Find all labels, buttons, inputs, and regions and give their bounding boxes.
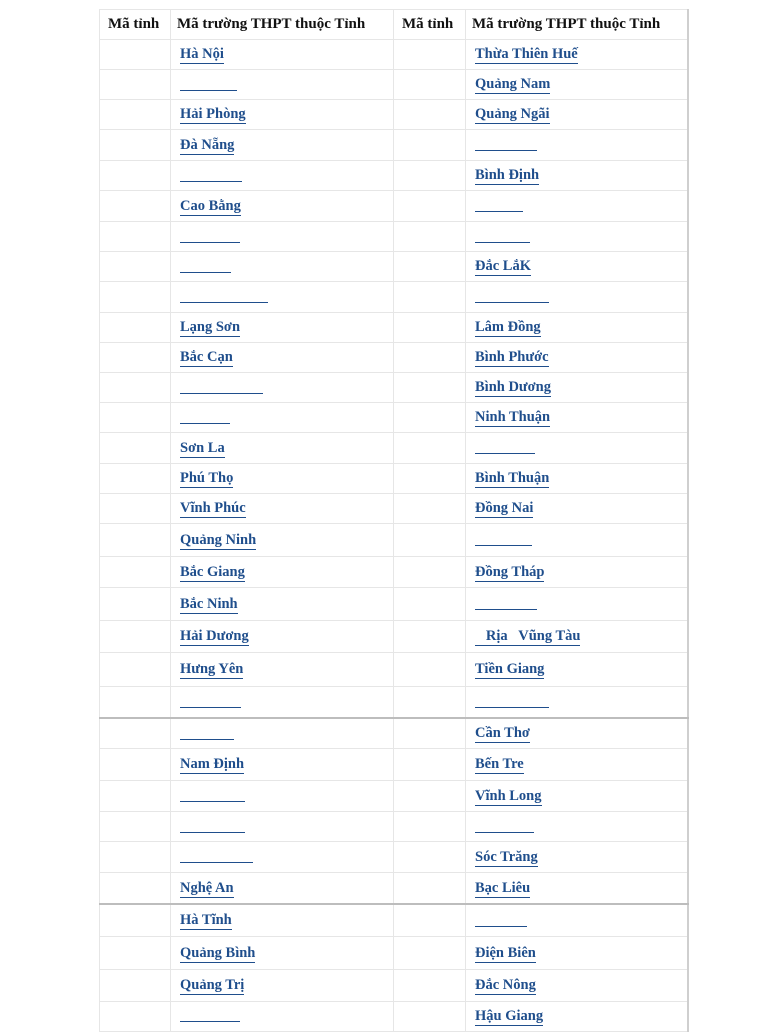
table-row [100,904,688,937]
province-code-left [100,343,171,373]
province-code-right [394,70,466,100]
table-row [100,653,688,687]
school-code-cell [466,842,688,873]
school-code-cell [171,252,394,282]
table-row [100,343,688,373]
province-link[interactable]: Quảng Ninh [180,531,257,548]
province-code-right [394,373,466,403]
province-code-right [394,282,466,313]
table-row [100,1002,688,1032]
province-link[interactable] [180,74,237,91]
school-code-cell [171,191,394,222]
province-code-left [100,464,171,494]
province-link[interactable] [180,377,263,394]
province-code-left [100,433,171,464]
province-code-right [394,904,466,937]
province-code-right [394,970,466,1002]
table-row [100,588,688,621]
province-code-right [394,524,466,557]
province-code-left [100,373,171,403]
province-link[interactable]: Bạc Liêu [475,879,531,896]
school-code-cell [466,313,688,343]
school-code-cell [466,588,688,621]
school-code-cell [466,252,688,282]
school-code-cell [171,130,394,161]
header-row [100,10,688,40]
province-code-right [394,464,466,494]
school-code-cell [466,1002,688,1032]
school-code-cell [466,222,688,252]
school-code-cell [171,749,394,781]
province-link[interactable]: Hải Phòng [180,106,246,122]
province-link[interactable] [180,816,245,833]
province-link[interactable]: Nghệ An [180,879,234,896]
province-link[interactable]: Lâm Đồng [475,319,541,335]
province-link[interactable]: Điện Biên [475,944,536,961]
school-code-cell [466,494,688,524]
province-link[interactable]: Sóc Trăng [475,848,538,865]
table-row [100,191,688,222]
province-code-right [394,433,466,464]
table-row [100,373,688,403]
province-link[interactable]: Hưng Yên [180,661,244,677]
province-link[interactable] [180,407,230,424]
header-name-left: Mã trường THPT thuộc Tỉnh [171,10,394,40]
province-link[interactable]: Cao Bằng [180,197,241,214]
province-link[interactable] [180,691,241,708]
province-code-left [100,937,171,970]
school-code-cell [171,313,394,343]
table-row [100,433,688,464]
province-code-right [394,40,466,70]
table-row [100,842,688,873]
province-link[interactable] [180,846,253,863]
school-code-cell [171,524,394,557]
province-link[interactable]: Bình Phước [475,349,549,365]
province-code-left [100,40,171,70]
province-link[interactable] [180,723,234,740]
province-code-right [394,222,466,252]
province-code-left [100,494,171,524]
province-code-left [100,161,171,191]
province-link[interactable]: Ninh Thuận [475,409,551,425]
province-code-right [394,130,466,161]
province-code-right [394,842,466,873]
school-code-cell [171,687,394,719]
province-link[interactable]: Bến Tre [475,756,524,772]
province-code-right [394,557,466,588]
school-code-cell [171,718,394,749]
school-code-cell [171,873,394,905]
school-code-cell [171,464,394,494]
school-code-cell [466,191,688,222]
table-row [100,718,688,749]
province-link[interactable] [180,226,240,243]
province-link[interactable]: Hải Dương [180,628,249,644]
province-link[interactable] [180,1005,240,1022]
province-code-right [394,937,466,970]
province-link[interactable] [180,256,231,273]
province-code-left [100,781,171,812]
province-code-left [100,222,171,252]
province-link[interactable]: Đồng Nai [475,500,534,516]
school-code-cell [466,433,688,464]
province-code-right [394,653,466,687]
province-link[interactable] [475,134,537,151]
province-link[interactable]: Thừa Thiên Huế [475,46,578,62]
school-code-cell [466,343,688,373]
table-row [100,749,688,781]
province-code-right [394,343,466,373]
school-code-cell [171,904,394,937]
province-link[interactable] [180,286,268,303]
school-code-cell [466,557,688,588]
province-link[interactable]: Rịa Vũng Tàu [475,628,581,644]
province-code-table [99,9,689,1032]
province-code-left [100,252,171,282]
province-code-right [394,812,466,842]
province-link[interactable] [475,593,537,610]
table-row [100,621,688,653]
school-code-cell [171,588,394,621]
school-code-cell [171,343,394,373]
province-code-left [100,749,171,781]
province-link[interactable]: Vĩnh Phúc [180,500,246,516]
header-code-right: Mã tỉnh [394,10,466,40]
province-link[interactable]: Quảng Bình [180,944,256,961]
school-code-cell [171,161,394,191]
school-code-cell [171,557,394,588]
school-code-cell [171,1002,394,1032]
province-code-right [394,621,466,653]
province-link[interactable]: Bình Định [475,167,540,183]
province-code-right [394,100,466,130]
school-code-cell [171,100,394,130]
province-link[interactable]: Đắc Nông [475,977,536,993]
province-code-left [100,621,171,653]
table-row [100,252,688,282]
school-code-cell [466,464,688,494]
school-code-cell [466,970,688,1002]
table-row [100,812,688,842]
province-link[interactable] [475,286,549,303]
table-row [100,557,688,588]
school-code-cell [171,282,394,313]
province-link[interactable]: Quảng Nam [475,76,551,92]
school-code-cell [171,494,394,524]
school-code-cell [466,781,688,812]
province-link[interactable] [475,691,549,708]
province-link[interactable]: Tiền Giang [475,661,545,677]
school-code-cell [466,873,688,905]
school-code-cell [171,40,394,70]
province-link[interactable]: Quảng Ngãi [475,106,550,122]
province-code-left [100,130,171,161]
table-row [100,873,688,905]
province-link[interactable] [475,816,534,833]
province-link[interactable]: Quảng Trị [180,977,245,993]
province-code-right [394,873,466,905]
province-code-right [394,191,466,222]
table-row [100,403,688,433]
province-code-left [100,873,171,905]
table-row [100,687,688,719]
table-row [100,100,688,130]
province-code-left [100,313,171,343]
province-code-right [394,252,466,282]
school-code-cell [171,781,394,812]
school-code-cell [466,100,688,130]
province-code-left [100,812,171,842]
school-code-cell [171,621,394,653]
province-code-left [100,524,171,557]
province-code-right [394,588,466,621]
school-code-cell [466,687,688,719]
province-code-left [100,970,171,1002]
province-link[interactable] [475,910,527,927]
province-link[interactable]: Sơn La [180,439,225,456]
table-row [100,70,688,100]
province-code-left [100,718,171,749]
school-code-cell [466,40,688,70]
province-link[interactable]: Bình Dương [475,379,551,395]
table-row [100,222,688,252]
province-code-right [394,749,466,781]
table-row [100,524,688,557]
province-code-left [100,842,171,873]
province-code-left [100,282,171,313]
province-link[interactable] [475,529,532,546]
province-link[interactable]: Nam Định [180,756,245,772]
school-code-cell [466,749,688,781]
school-code-cell [171,70,394,100]
province-link[interactable] [180,785,245,802]
school-code-cell [171,842,394,873]
province-code-right [394,313,466,343]
school-code-cell [466,161,688,191]
province-code-left [100,403,171,433]
province-link[interactable]: Cần Thơ [475,725,530,741]
province-code-right [394,718,466,749]
school-code-cell [466,937,688,970]
province-code-left [100,1002,171,1032]
province-code-right [394,687,466,719]
province-code-left [100,70,171,100]
school-code-cell [466,812,688,842]
school-code-cell [466,130,688,161]
school-code-cell [171,373,394,403]
school-code-cell [171,937,394,970]
province-link[interactable]: Vĩnh Long [475,787,542,804]
province-link[interactable]: Bắc Cạn [180,349,233,365]
school-code-cell [171,970,394,1002]
province-code-left [100,904,171,937]
school-code-cell [171,403,394,433]
province-link[interactable]: Lạng Sơn [180,319,241,335]
school-code-cell [466,524,688,557]
school-code-cell [466,653,688,687]
school-code-cell [466,282,688,313]
school-code-cell [171,812,394,842]
province-link[interactable]: Hà Nội [180,46,224,62]
province-link[interactable] [475,195,523,212]
table-row [100,781,688,812]
province-link[interactable]: Bình Thuận [475,470,550,486]
province-code-left [100,687,171,719]
province-link[interactable]: Phú Thọ [180,470,234,486]
school-code-cell [466,718,688,749]
province-link[interactable]: Đà Nẵng [180,136,235,153]
table-row [100,494,688,524]
province-link[interactable] [180,165,242,182]
table-row [100,970,688,1002]
table-row [100,161,688,191]
table-row [100,40,688,70]
school-code-cell [171,222,394,252]
province-code-left [100,588,171,621]
province-code-left [100,653,171,687]
table-row [100,313,688,343]
province-link[interactable] [475,437,535,454]
province-link[interactable]: Đắc LắK [475,258,531,274]
table-row [100,937,688,970]
province-link[interactable]: Đồng Tháp [475,563,545,580]
province-link[interactable] [475,226,530,243]
province-link[interactable]: Hậu Giang [475,1007,544,1024]
province-code-left [100,557,171,588]
school-code-cell [466,621,688,653]
table-row [100,130,688,161]
province-code-right [394,1002,466,1032]
province-code-left [100,100,171,130]
school-code-cell [171,433,394,464]
school-code-cell [466,70,688,100]
province-code-left [100,191,171,222]
table-row [100,282,688,313]
province-code-right [394,781,466,812]
province-code-right [394,161,466,191]
school-code-cell [466,373,688,403]
header-code-left: Mã tỉnh [100,10,171,40]
province-link[interactable]: Bắc Ninh [180,595,238,612]
province-code-right [394,494,466,524]
table-row [100,464,688,494]
school-code-cell [466,403,688,433]
header-name-right: Mã trường THPT thuộc Tỉnh [466,10,688,40]
school-code-cell [466,904,688,937]
school-code-cell [171,653,394,687]
province-link[interactable]: Bắc Giang [180,563,245,580]
province-link[interactable]: Hà Tĩnh [180,912,232,928]
province-code-right [394,403,466,433]
